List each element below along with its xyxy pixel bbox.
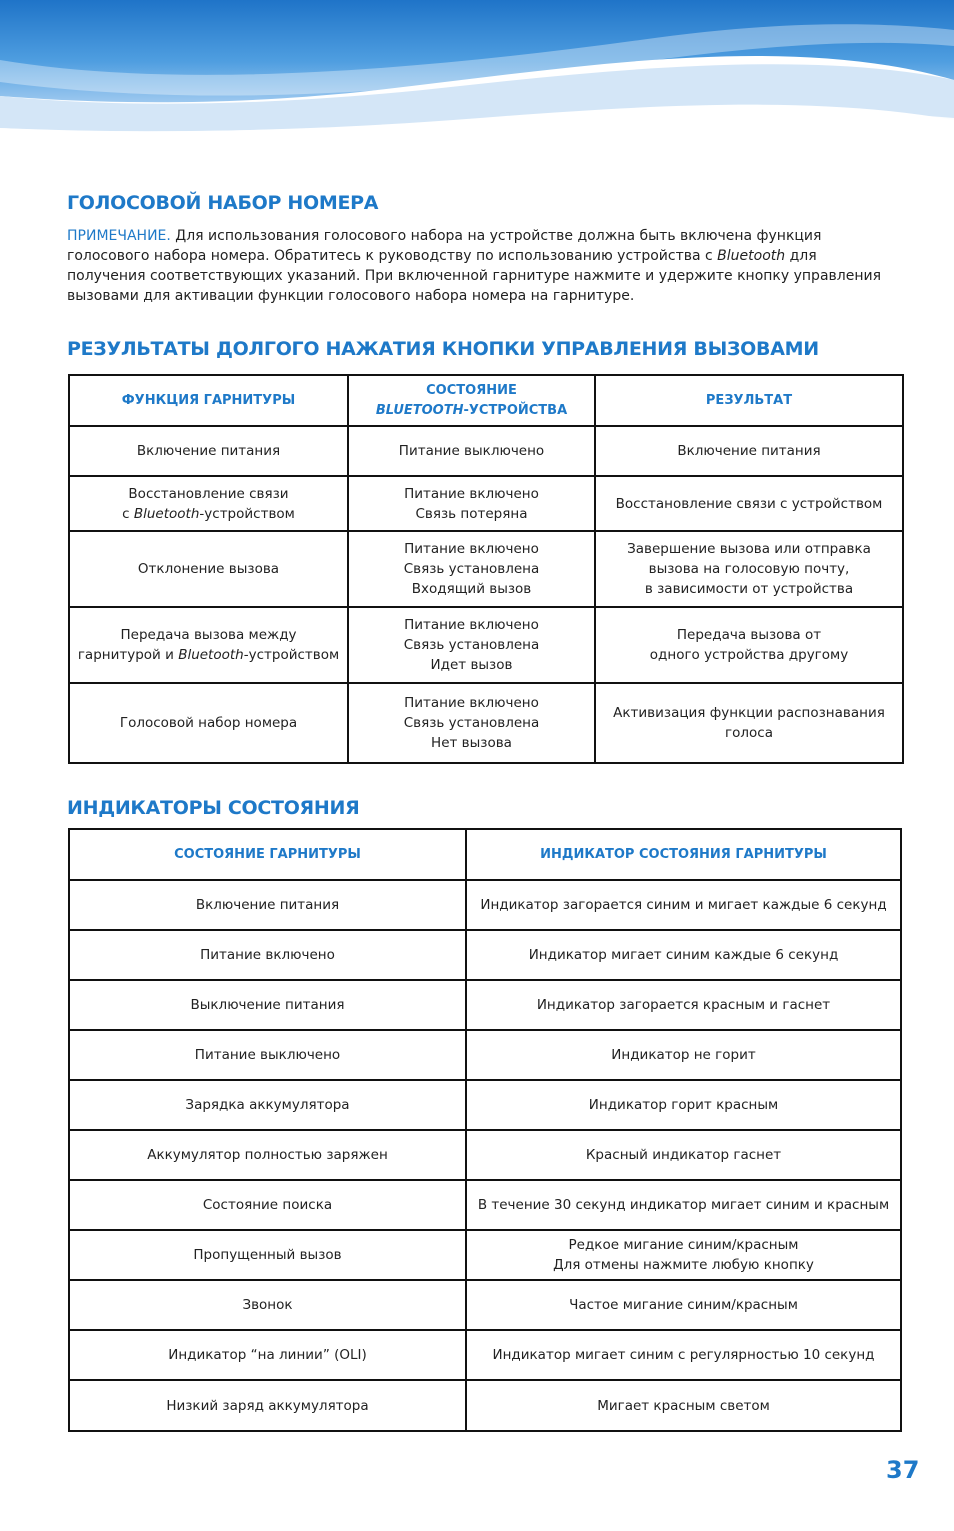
cell-line: Питание включено bbox=[404, 485, 539, 502]
cell-text: гарнитурой и bbox=[77, 647, 179, 663]
cell-line: Питание выключено bbox=[398, 443, 545, 459]
cell-result bbox=[595, 531, 903, 607]
cell-line: Индикатор загорается синим и мигает каждые 6 секунд bbox=[480, 897, 887, 913]
table-row bbox=[69, 476, 903, 531]
header-bt-italic: BLUETOOTH bbox=[375, 402, 464, 418]
cell-indicator bbox=[466, 1280, 901, 1330]
cell-state bbox=[348, 683, 595, 763]
cell-line: Связь установлена bbox=[403, 637, 540, 653]
cell-function bbox=[69, 607, 348, 683]
cell-italic: Bluetooth bbox=[133, 505, 200, 522]
note-text-2: для получения соответствующих указаний. При включенной гарнитуре нажмите и удержите кнопку управления вызовами для активации функции голосового набора номера на гарнитуре. bbox=[67, 248, 882, 304]
cell-indicator bbox=[466, 1330, 901, 1380]
cell-line: Активизация функции распознавания bbox=[613, 705, 885, 721]
cell-result bbox=[595, 476, 903, 531]
cell-line bbox=[74, 645, 343, 665]
cell-indicator bbox=[466, 1230, 901, 1280]
note-text-1: Для использования голосового набора на устройстве должна быть включена функция голосового набора номера. Обратитесь к руководству по использованию устройства с bbox=[67, 228, 822, 264]
table-row bbox=[69, 1130, 901, 1180]
cell-state bbox=[348, 607, 595, 683]
header-bt-state-line2 bbox=[353, 401, 590, 421]
cell-state: Включение питания bbox=[69, 880, 466, 930]
header-bt-state bbox=[348, 375, 595, 426]
cell-line: В течение 30 секунд индикатор мигает синим и красным bbox=[477, 1197, 890, 1213]
cell-state: Питание выключено bbox=[69, 1030, 466, 1080]
cell-line: Индикатор мигает синим каждые 6 секунд bbox=[528, 947, 839, 963]
cell-line: Завершение вызова или отправка bbox=[627, 541, 871, 557]
cell-state bbox=[348, 426, 595, 476]
cell-text: -устройством bbox=[199, 505, 295, 522]
table-row bbox=[69, 1080, 901, 1130]
cell-line: Питание включено bbox=[404, 541, 539, 557]
cell-state: Состояние поиска bbox=[69, 1180, 466, 1230]
table-row bbox=[69, 1380, 901, 1431]
cell-state: Выключение питания bbox=[69, 980, 466, 1030]
cell-line: Входящий вызов bbox=[411, 581, 532, 597]
table-row bbox=[69, 1230, 901, 1280]
cell-line: Связь установлена bbox=[403, 561, 540, 577]
note-text-italic: Bluetooth bbox=[717, 248, 786, 264]
cell-state bbox=[348, 476, 595, 531]
table-row bbox=[69, 607, 903, 683]
cell-line: Восстановление связи с устройством bbox=[615, 495, 883, 512]
cell-state: Звонок bbox=[69, 1280, 466, 1330]
cell-indicator bbox=[466, 980, 901, 1030]
cell-indicator bbox=[466, 880, 901, 930]
cell-result bbox=[595, 607, 903, 683]
cell-line: Нет вызова bbox=[431, 735, 512, 751]
cell-text: -устройством bbox=[243, 647, 340, 663]
table-header-row bbox=[69, 375, 903, 426]
cell-state: Зарядка аккумулятора bbox=[69, 1080, 466, 1130]
section-title-voice-dialing: ГОЛОСОВОЙ НАБОР НОМЕРА bbox=[67, 192, 379, 214]
header-result: РЕЗУЛЬТАТ bbox=[595, 375, 903, 426]
cell-line: Для отмены нажмите любую кнопку bbox=[553, 1257, 814, 1273]
cell-function: Голосовой набор номера bbox=[69, 683, 348, 763]
table-header-row bbox=[69, 829, 901, 880]
table-row bbox=[69, 426, 903, 476]
cell-line: Связь установлена bbox=[403, 715, 540, 731]
note-label: ПРИМЕЧАНИЕ. bbox=[67, 228, 171, 244]
header-indicator: ИНДИКАТОР СОСТОЯНИЯ ГАРНИТУРЫ bbox=[466, 829, 901, 880]
cell-state: Индикатор “на линии” (OLI) bbox=[69, 1330, 466, 1380]
cell-result bbox=[595, 426, 903, 476]
header-bt-suffix: -УСТРОЙСТВА bbox=[463, 402, 568, 418]
section-title-status-indicators: ИНДИКАТОРЫ СОСТОЯНИЯ bbox=[67, 797, 360, 819]
cell-result bbox=[595, 683, 903, 763]
cell-line: Мигает красным светом bbox=[597, 1397, 770, 1414]
cell-line: Индикатор горит красным bbox=[588, 1097, 779, 1113]
cell-line: Индикатор загорается красным и гаснет bbox=[536, 997, 831, 1013]
cell-line: в зависимости от устройства bbox=[644, 581, 854, 597]
table-row bbox=[69, 1030, 901, 1080]
cell-indicator bbox=[466, 1180, 901, 1230]
cell-line: Частое мигание синим/красным bbox=[569, 1297, 798, 1313]
table-row bbox=[69, 980, 901, 1030]
table-row bbox=[69, 1180, 901, 1230]
cell-indicator bbox=[466, 1380, 901, 1431]
section-title-long-press-results: РЕЗУЛЬТАТЫ ДОЛГОГО НАЖАТИЯ КНОПКИ УПРАВЛЕНИЯ ВЫЗОВАМИ bbox=[67, 338, 819, 360]
table-row bbox=[69, 683, 903, 763]
page-number: 37 bbox=[886, 1456, 920, 1484]
cell-indicator bbox=[466, 1130, 901, 1180]
header-wave-decoration bbox=[0, 0, 954, 160]
cell-state: Низкий заряд аккумулятора bbox=[69, 1380, 466, 1431]
table-row bbox=[69, 1330, 901, 1380]
cell-line: Питание включено bbox=[404, 617, 539, 633]
cell-line: Индикатор не горит bbox=[611, 1047, 756, 1063]
cell-state: Питание включено bbox=[69, 930, 466, 980]
cell-line bbox=[74, 504, 343, 524]
cell-line: Передача вызова от bbox=[676, 627, 822, 643]
cell-function: Включение питания bbox=[69, 426, 348, 476]
cell-indicator bbox=[466, 930, 901, 980]
cell-line: вызова на голосовую почту, bbox=[648, 561, 850, 577]
cell-indicator bbox=[466, 1080, 901, 1130]
cell-italic: Bluetooth bbox=[178, 647, 244, 663]
cell-line: Индикатор мигает синим с регулярностью 10 секунд bbox=[492, 1347, 875, 1363]
header-function: ФУНКЦИЯ ГАРНИТУРЫ bbox=[69, 375, 348, 426]
table-row bbox=[69, 1280, 901, 1330]
cell-line: Восстановление связи bbox=[128, 485, 289, 502]
cell-line: голоса bbox=[725, 725, 773, 741]
cell-state: Аккумулятор полностью заряжен bbox=[69, 1130, 466, 1180]
header-bt-state-line1: СОСТОЯНИЕ bbox=[426, 382, 517, 398]
cell-line: Включение питания bbox=[677, 443, 821, 459]
cell-function bbox=[69, 476, 348, 531]
cell-indicator bbox=[466, 1030, 901, 1080]
cell-line: Передача вызова между bbox=[120, 627, 297, 643]
table-row bbox=[69, 930, 901, 980]
long-press-results-table bbox=[68, 374, 904, 764]
header-headset-state: СОСТОЯНИЕ ГАРНИТУРЫ bbox=[69, 829, 466, 880]
table-row bbox=[69, 531, 903, 607]
cell-state: Пропущенный вызов bbox=[69, 1230, 466, 1280]
table-row bbox=[69, 880, 901, 930]
cell-state bbox=[348, 531, 595, 607]
status-indicators-table bbox=[68, 828, 902, 1432]
cell-line: Красный индикатор гаснет bbox=[585, 1147, 782, 1163]
cell-line: одного устройства другому bbox=[649, 647, 849, 663]
cell-line: Питание включено bbox=[404, 695, 539, 711]
voice-dialing-note bbox=[67, 226, 897, 306]
cell-line: Связь потеряна bbox=[415, 505, 528, 522]
cell-text: с bbox=[122, 505, 134, 522]
cell-line: Редкое мигание синим/красным bbox=[568, 1237, 799, 1253]
cell-function: Отклонение вызова bbox=[69, 531, 348, 607]
cell-line: Идет вызов bbox=[430, 657, 513, 673]
